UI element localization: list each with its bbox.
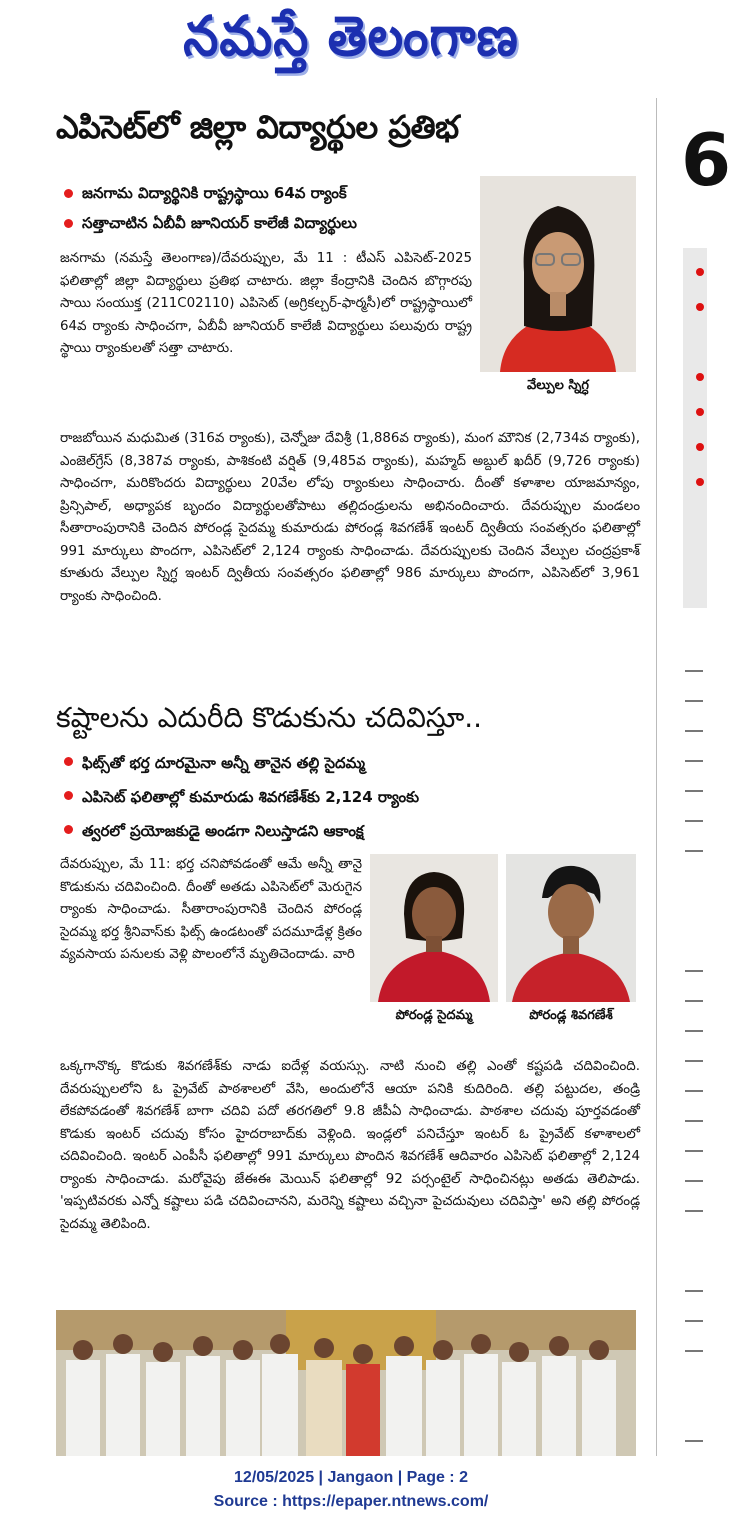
footer-source[interactable]: Source : https://epaper.ntnews.com/ [213,1493,489,1510]
page-footer [0,1466,702,1514]
group-photo-illustration [56,1310,636,1456]
text-fragment [685,718,703,732]
adjacent-headline-glyph: 6 [681,118,731,202]
newspaper-masthead [0,0,702,80]
photo-caption: వేల్పుల స్నిగ్ధ [526,378,590,393]
group-photo [56,1310,636,1456]
portrait-illustration [480,176,636,372]
adjacent-article-column [656,98,731,1456]
photo-caption: పోరండ్ల సైదమ్మ [395,1008,473,1023]
adjacent-bullet-strip [683,248,707,608]
masthead-title: నమస్తే తెలంగాణ [183,4,519,69]
text-fragment [685,1138,703,1152]
article2-bullet: ఫిట్స్‌తో భర్త దూరమైనా అన్నీ తానైన తల్లి సైదమ్మ [60,746,640,780]
article2-body: ఒక్కగానొక్క కొడుకు శివగణేశ్‌కు నాడు ఐదేళ్ల వయస్సు. నాటి నుంచి తల్లి ఎంతో కష్టపడి చదివించింది. దేవరుప్పులలోని ఓ ప్రైవేట్ పాఠశాలలో వేసి, అందులోనే ఆయా పనికి కుదిరింది. తల్లి పట్టుదల, తండ్రి లేకపోవడంతో శివగణేశ్ బాగా చదివి పదో తరగతిలో 9.8 జీపీఏ సాధించాడు. పాఠశాల చదువు పూర్తవడంతో కొడుకు ఇంటర్ చదువు కోసం హైదరాబాద్‌కు వెళ్లింది. ఇండ్లలో పనిచేస్తూ ఇంటర్ ఓ ప్రైవేట్ కళాశాలలో చదివించింది. ఇంటర్ ఎంపీసీ ఫలితాల్లో 991 మార్కులు పొందిన శివగణేశ్ ఆదివారం ఎపిసెట్ ఫలితాల్లో 2,124 ర్యాంకు సాధించాడు. మరోవైపు జేఈఈ మెయిన్ ఫలితాల్లో 92 పర్సంటైల్ సాధించినట్లు అతడు తెలిపాడు. 'ఇప్పటివరకు ఎన్నో కష్టాలు పడి చదివించానని, మరెన్ని కష్టాలు వచ్చినా పైచదువులు చదివిస్తా' అని తల్లి పోరండ్ల సైదమ్మ తెలిపింది. [60,1059,640,1232]
bullet-dot-icon [696,443,704,451]
text-fragment [685,838,703,852]
text-fragment [685,1168,703,1182]
text-fragment [685,688,703,702]
portrait-illustration [506,854,636,1002]
footer-date-edition: 12/05/2025 | Jangaon | Page : 2 [234,1469,468,1486]
text-fragment [685,1338,703,1352]
text-fragment [685,778,703,792]
article2-bullet: త్వరలో ప్రయోజకుడై అండగా నిలుస్తాడని ఆకాంక్ష [60,814,640,848]
article1-body: రాజబోయిన మధుమిత (316వ ర్యాంకు), చెన్నోజు దేవిశ్రీ (1,886వ ర్యాంకు), మంగ మౌనిక (2,734వ ర్యాంకు), ఎంజెల్‌గ్రేస్ (8,387వ ర్యాంకు, పాశికంటి వర్షిత్ (9,485వ ర్యాంకు), మహ్మద్ అబ్దుల్ ఖదీర్ (9,726 ర్యాంకు) సాధించగా, మరికొందరు విద్యార్థులు 20వేల లోపు ర్యాంకులు సాధించారు. దీంతో కళాశాల యాజమాన్యం, ప్రిన్సిపాల్, అధ్యాపక బృందం విద్యార్థులతోపాటు తల్లిదండ్రులను అభినందించారు. దేవరుప్పుల మండలం సీతారాంపురానికి చెందిన పోరండ్ల సైదమ్మ కుమారుడు పోరండ్ల శివగణేశ్ ఇంటర్ ద్వితీయ సంవత్సరం ఫలితాల్లో 991 మార్కులు పొందగా, ఎపిసెట్‌లో 2,124 ర్యాంకు సాధించాడు. దేవరుప్పులకు చెందిన వేల్పుల చంద్రప్రకాశ్ కూతురు వేల్పుల స్నిగ్ధ ఇంటర్ ద్వితీయ సంవత్సరం ఫలితాల్లో 986 మార్కులు పొందగా, ఎపిసెట్‌లో 3,961 ర్యాంకు సాధించింది. [60,431,640,604]
article1-bullets [60,178,470,238]
article2-bullets [60,746,640,848]
text-fragment [685,988,703,1002]
bullet-dot-icon [696,303,704,311]
article1-body-top: జనగామ (నమస్తే తెలంగాణ)/దేవరుప్పుల, మే 11 : టీఎస్ ఎపిసెట్-2025 ఫలితాల్లో జిల్లా విద్యార్థులు ప్రతిభ చాటారు. జిల్లా కేంద్రానికి చెందిన బొగ్గారపు సాయి సంయుక్త (211C02110) ఎపిసెట్ (అగ్రికల్చర్-ఫార్మసీ)లో రాష్ట్రస్థాయిలో 64వ ర్యాంకు సాధించగా, ఏబీవీ జూనియర్ కాలేజీ విద్యార్థులు పలువురు రాష్ట్ర స్థాయి ర్యాంకులతో సత్తా చాటారు. [60,251,472,356]
text-fragment [685,1308,703,1322]
article1-headline: ఎపిసెట్‌లో జిల్లా విద్యార్థుల ప్రతిభ [56,108,459,146]
son-photo [506,854,636,1030]
bullet-dot-icon [696,373,704,381]
text-fragment [685,1048,703,1062]
text-fragment [685,808,703,822]
text-fragment [685,1198,703,1212]
student-photo-snigdha [480,176,636,400]
article1-bullet: జనగామ విద్యార్థినికి రాష్ట్రస్థాయి 64వ ర్యాంక్ [60,178,470,208]
portrait-illustration [370,854,498,1002]
article2-headline: కష్టాలను ఎదురీది కొడుకును చదివిస్తూ.. [56,701,483,734]
bullet-dot-icon [696,478,704,486]
mother-photo [370,854,498,1030]
text-fragment [685,1278,703,1292]
text-fragment [685,1078,703,1092]
bullet-dot-icon [696,268,704,276]
text-fragment [685,1108,703,1122]
news-clipping [56,98,642,1456]
photo-caption: పోరండ్ల శివగణేశ్ [529,1008,613,1023]
text-fragment [685,748,703,762]
bullet-dot-icon [696,408,704,416]
article2-bullet: ఎపిసెట్ ఫలితాల్లో కుమారుడు శివగణేశ్‌కు 2,124 ర్యాంకు [60,780,640,814]
portrait-image [370,854,498,1002]
article1-bullet: సత్తాచాటిన ఏబీవీ జూనియర్ కాలేజీ విద్యార్థులు [60,208,470,238]
text-fragment [685,958,703,972]
article2-body-top: దేవరుప్పుల, మే 11: భర్త చనిపోవడంతో ఆమే అన్నీ తానై కొడుకును చదివించింది. దీంతో అతడు ఎపిసెట్‌లో మెరుగైన ర్యాంకు సాధించాడు. సీతారాంపురానికి చెందిన పోరండ్ల సైదమ్మ భర్త శ్రీనివాస్‌కు ఫిట్స్ ఉండటంతో పదమూడేళ్ల క్రితం వ్యవసాయ పనులకు వెళ్లి పొలంలోనే మృతిచెందాడు. వారి [60,857,362,962]
text-fragment [685,658,703,672]
text-fragment [685,1428,703,1442]
text-fragment [685,1018,703,1032]
portrait-image [480,176,636,372]
portrait-image [506,854,636,1002]
